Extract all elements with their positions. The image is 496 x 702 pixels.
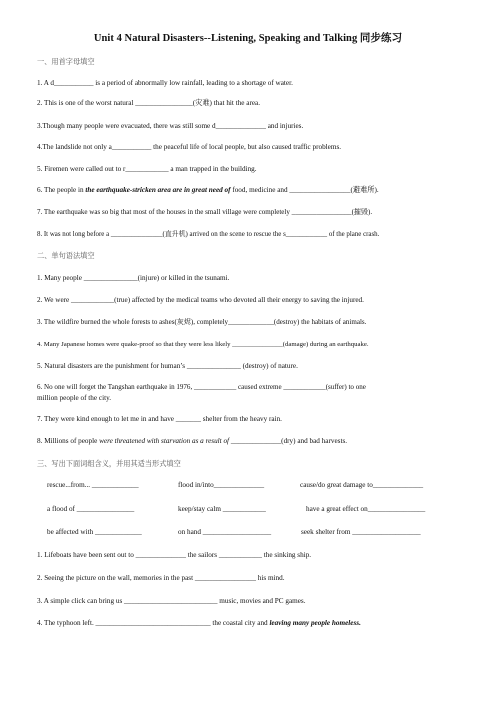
s1-question-5: 5. Firemen were called out to r____________ a man trapped in the building. (37, 165, 257, 173)
s3-question-4 (37, 619, 361, 627)
s1-q6-emphasis: the earthquake-stricken area are in great need of (85, 186, 231, 194)
phrase-flood-in: flood in/into______________ (178, 481, 265, 489)
phrase-a-flood-of: a flood of ________________ (47, 505, 135, 513)
phrase-rescue-from: rescue...from... _____________ (47, 481, 139, 489)
phrase-keep-calm: keep/stay calm ____________ (178, 505, 266, 513)
s1-q6-part-a: 6. The people in (37, 186, 86, 194)
s2-q8-emphasis: were threatened with starvation as a result of (99, 437, 230, 445)
phrase-cause-damage: cause/do great damage to______________ (300, 481, 424, 489)
s1-question-6 (37, 186, 379, 195)
s3-q4-emphasis: leaving many people homeless. (269, 619, 361, 627)
s3-q4-part-a: 4. The typhoon left. ________________________________ the coastal city and (37, 619, 270, 627)
s1-question-2: 2. This is one of the worst natural ________________(灾难) that hit the area. (37, 99, 261, 107)
s3-question-3: 3. A simple click can bring us __________________________ music, movies and PC games. (37, 597, 306, 605)
s1-question-8: 8. It was not long before a _______________(直升机) arrived on the scene to rescue the s____________ of the plane crash. (37, 231, 380, 238)
s1-question-7: 7. The earthquake was so big that most of the houses in the small village were completely _________________(摧毁). (37, 208, 373, 216)
s2-question-7: 7. They were kind enough to let me in and have _______ shelter from the heavy rain. (37, 415, 282, 423)
phrase-on-hand: on hand ___________________ (178, 528, 272, 536)
phrase-great-effect: have a great effect on________________ (306, 505, 426, 513)
phrase-seek-shelter: seek shelter from ___________________ (301, 528, 421, 536)
section3-heading: 三、写出下面词组含义，并用其适当形式填空 (37, 460, 181, 468)
s2-question-8 (37, 437, 347, 446)
s3-question-2: 2. Seeing the picture on the wall, memories in the past _________________ his mind. (37, 574, 285, 582)
s2-question-1: 1. Many people _______________(injure) or killed in the tsunami. (37, 274, 230, 282)
s1-question-1: 1. A d___________ is a period of abnormally low rainfall, leading to a shortage of water. (37, 79, 293, 87)
s1-q6-part-c: food, medicine and _________________(避难所). (230, 186, 379, 194)
s2-question-6: 6. No one will forget the Tangshan earthquake in 1976, ____________ caused extreme ____________(suffer) to one (37, 383, 366, 391)
s1-question-3: 3.Though many people were evacuated, there was still some d______________ and injuries. (37, 122, 304, 130)
section2-heading: 二、单句语法填空 (37, 252, 95, 260)
s2-question-3: 3. The wildfire burned the whole forests to ashes(灰烬), completely_____________(destroy) the habitats of animals. (37, 318, 367, 326)
s2-question-5: 5. Natural disasters are the punishment for human’s _______________ (destroy) of nature. (37, 362, 298, 370)
phrase-affected-with: be affected with _____________ (47, 528, 142, 536)
s2-q8-part-a: 8. Millions of people (37, 437, 100, 445)
section1-heading: 一、用首字母填空 (37, 58, 95, 66)
s3-question-1: 1. Lifeboats have been sent out to ______________ the sailors ____________ the sinking ship. (37, 551, 312, 559)
s2-question-4: 4. Many Japanese homes were quake-proof so that they were less likely _______________(damage) during an earthquake. (37, 341, 369, 348)
s2-q8-part-c: ______________(dry) and bad harvests. (229, 437, 348, 445)
s2-question-6-cont: million people of the city. (37, 394, 111, 402)
s1-question-4: 4.The landslide not only a___________ the peaceful life of local people, but also caused traffic problems. (37, 143, 342, 151)
s2-question-2: 2. We were ____________(true) affected by the medical teams who devoted all their energy to saving the injured. (37, 296, 364, 304)
page-title: Unit 4 Natural Disasters--Listening, Speaking and Talking 同步练习 (93, 33, 403, 44)
